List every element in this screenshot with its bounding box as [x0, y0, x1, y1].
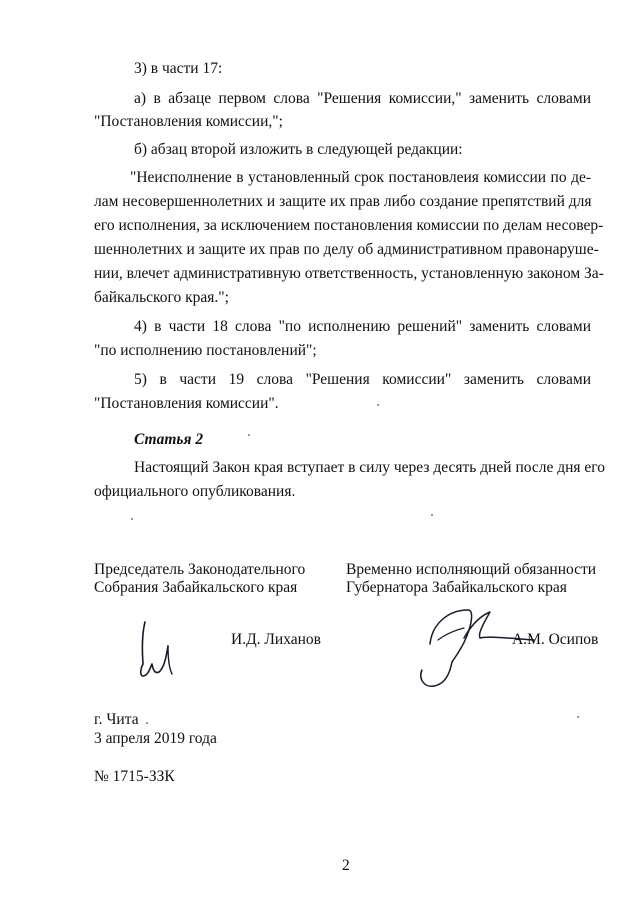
- article-2-heading: Статья 2: [134, 431, 204, 448]
- left-signature: [128, 618, 178, 684]
- scan-speck: [146, 722, 148, 724]
- left-signatory-title: Собрания Забайкальского края: [94, 579, 298, 596]
- right-signatory-title: Временно исполняющий обязанности: [346, 561, 597, 578]
- left-signatory-title: Председатель Законодательного: [94, 561, 306, 578]
- left-signatory-name: И.Д. Лиханов: [231, 631, 321, 648]
- city: г. Чита: [94, 711, 139, 728]
- item-4-line1: 4) в части 18 слова "по исполнению решений" заменить словами: [134, 318, 591, 335]
- page-number: 2: [342, 857, 350, 874]
- quote-line: байкальского края.";: [94, 289, 229, 306]
- article-2-line2: официального опубликования.: [94, 483, 296, 500]
- item-4-line2: "по исполнению постановлений";: [94, 342, 317, 359]
- article-2-line1: Настоящий Закон края вступает в силу через десять дней после дня его: [134, 459, 606, 476]
- scan-speck: [431, 514, 433, 516]
- document-number: № 1715-ЗЗК: [94, 768, 175, 785]
- quote-line: "Неисполнение в установленный срок постановлеия комиссии по де-: [130, 169, 591, 186]
- scan-speck: [377, 404, 379, 406]
- date: 3 апреля 2019 года: [94, 730, 217, 747]
- item-3: 3) в части 17:: [134, 60, 223, 77]
- right-signatory-title: Губернатора Забайкальского края: [346, 579, 567, 596]
- quote-line: нии, влечет административную ответственность, установленную законом За-: [94, 265, 604, 282]
- quote-line: его исполнения, за исключением постановления комиссии по делам несовер-: [94, 217, 604, 234]
- item-3b: б) абзац второй изложить в следующей редакции:: [134, 141, 463, 158]
- quote-line: шеннолетних и защите их прав по делу об административном правонаруше-: [94, 241, 599, 258]
- right-signatory-name: А.М. Осипов: [512, 631, 599, 648]
- scan-speck: [131, 518, 133, 520]
- item-3a-line2: "Постановления комиссии,";: [94, 113, 283, 130]
- item-5-line2: "Постановления комиссии".: [94, 395, 279, 412]
- scan-speck: [248, 434, 250, 436]
- scan-speck: [577, 716, 579, 718]
- item-3a-line1: а) в абзаце первом слова "Решения комиссии," заменить словами: [134, 90, 591, 107]
- quote-line: лам несовершеннолетних и защите их прав либо создание препятствий для: [94, 193, 592, 210]
- item-5-line1: 5) в части 19 слова "Решения комиссии" заменить словами: [134, 371, 591, 388]
